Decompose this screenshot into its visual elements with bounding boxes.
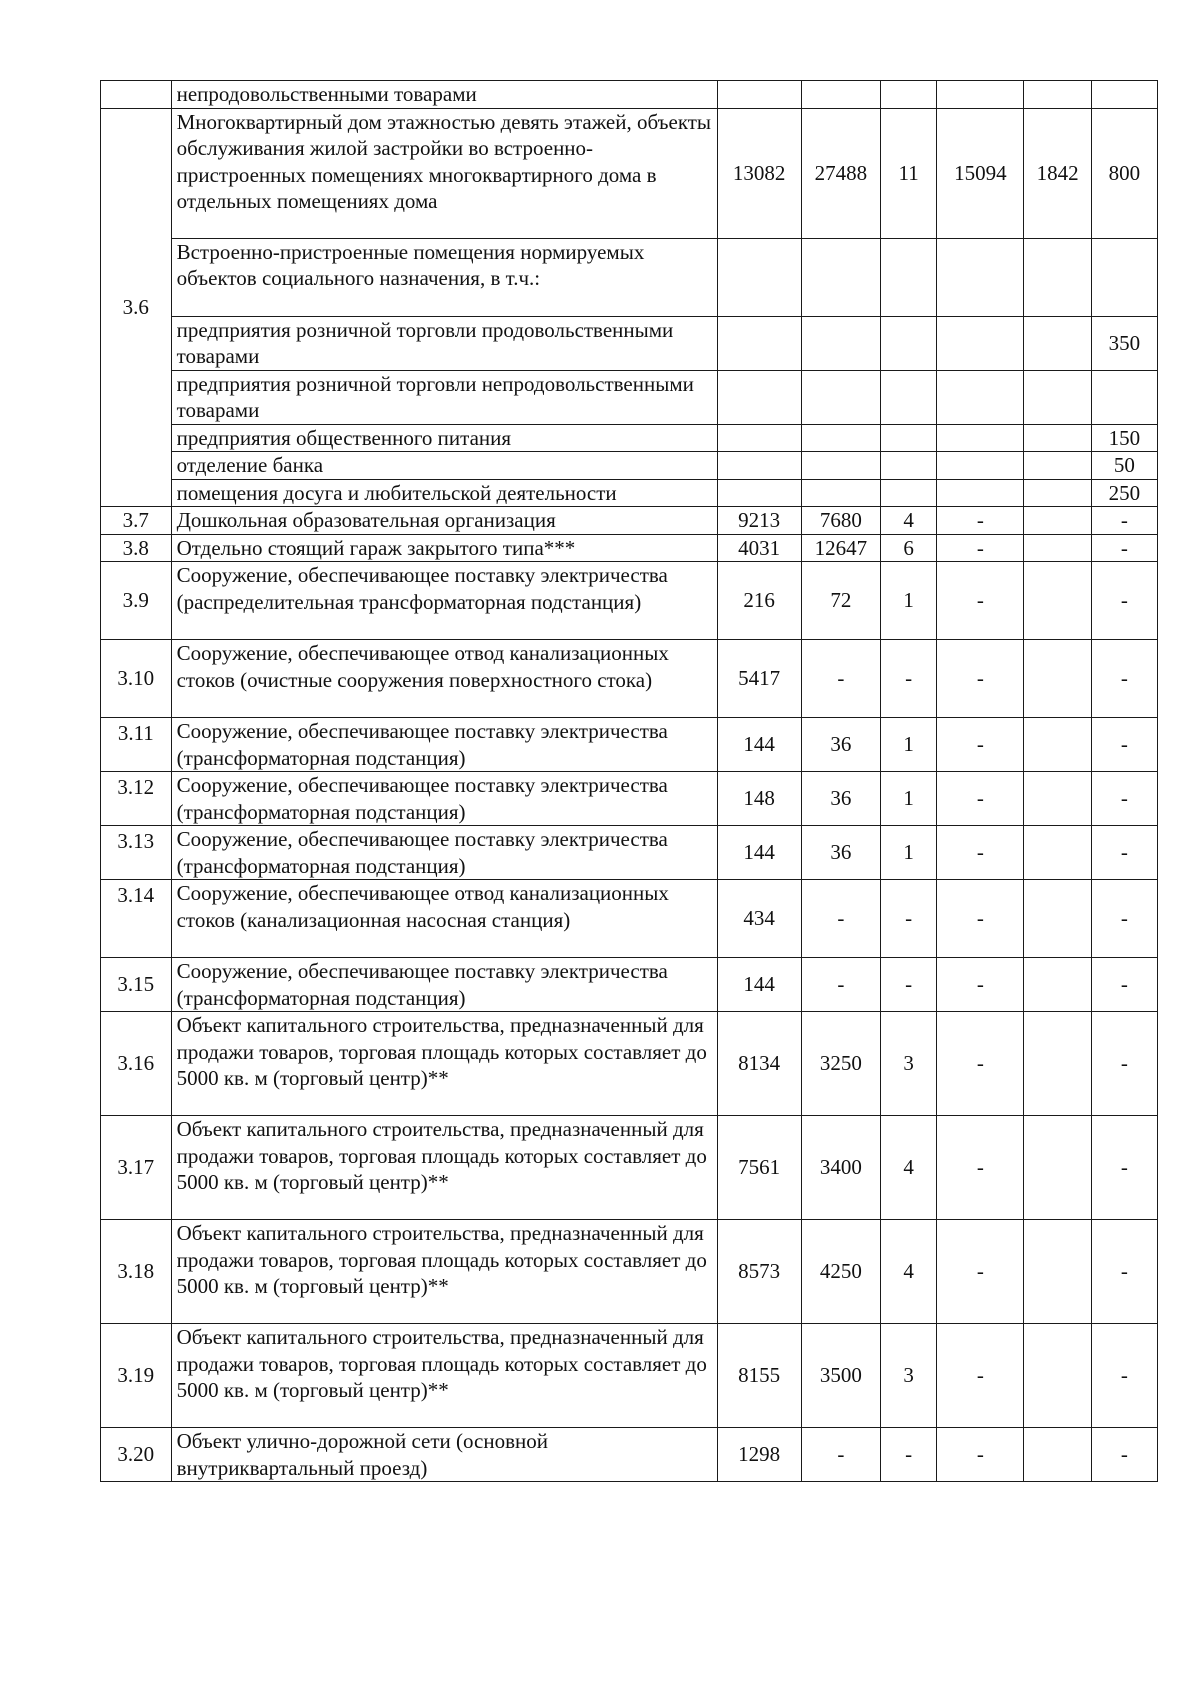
value-cell-6: - [1091, 826, 1157, 880]
value-cell-3: - [881, 640, 937, 718]
value-cell-1 [717, 238, 801, 316]
value-cell-2: 7680 [801, 507, 880, 535]
value-cell-5 [1024, 826, 1091, 880]
value-cell-5 [1024, 238, 1091, 316]
description-cell: Отдельно стоящий гараж закрытого типа*** [171, 534, 717, 562]
value-cell-4: - [937, 1116, 1024, 1220]
description-cell: Дошкольная образовательная организация [171, 507, 717, 535]
value-cell-3: 1 [881, 718, 937, 772]
value-cell-5: 1842 [1024, 108, 1091, 238]
value-cell-6: - [1091, 640, 1157, 718]
value-cell-2 [801, 452, 880, 480]
value-cell-3 [881, 370, 937, 424]
value-cell-6: - [1091, 1324, 1157, 1428]
table-row [101, 452, 1158, 480]
row-number-cell: 3.16 [101, 1012, 172, 1116]
description-cell: Многоквартирный дом этажностью девять этажей, объекты обслуживания жилой застройки во встроенно-пристроенных помещениях многоквартирного дома в отдельных помещениях дома [171, 108, 717, 238]
table-row [101, 81, 1158, 109]
row-number-cell: 3.6 [101, 108, 172, 507]
value-cell-2 [801, 316, 880, 370]
value-cell-1: 5417 [717, 640, 801, 718]
value-cell-4 [937, 424, 1024, 452]
table-row [101, 640, 1158, 718]
value-cell-3: 1 [881, 772, 937, 826]
row-number-cell: 3.12 [101, 772, 172, 826]
value-cell-2 [801, 238, 880, 316]
value-cell-4: 15094 [937, 108, 1024, 238]
table-row [101, 1220, 1158, 1324]
value-cell-2: 3250 [801, 1012, 880, 1116]
value-cell-4: - [937, 1012, 1024, 1116]
value-cell-2: 4250 [801, 1220, 880, 1324]
value-cell-6: 150 [1091, 424, 1157, 452]
row-number-cell: 3.14 [101, 880, 172, 958]
value-cell-2: 72 [801, 562, 880, 640]
value-cell-4 [937, 81, 1024, 109]
value-cell-4: - [937, 562, 1024, 640]
value-cell-6: 50 [1091, 452, 1157, 480]
value-cell-1: 7561 [717, 1116, 801, 1220]
value-cell-3: - [881, 1428, 937, 1482]
value-cell-6: - [1091, 718, 1157, 772]
value-cell-3: - [881, 880, 937, 958]
value-cell-5 [1024, 370, 1091, 424]
value-cell-6: - [1091, 772, 1157, 826]
table-row [101, 534, 1158, 562]
table-row [101, 507, 1158, 535]
value-cell-6: - [1091, 880, 1157, 958]
value-cell-3 [881, 424, 937, 452]
row-number-cell: 3.8 [101, 534, 172, 562]
value-cell-5 [1024, 1012, 1091, 1116]
value-cell-5 [1024, 1324, 1091, 1428]
table-row [101, 1116, 1158, 1220]
value-cell-5 [1024, 479, 1091, 507]
row-number-cell: 3.20 [101, 1428, 172, 1482]
value-cell-5 [1024, 1220, 1091, 1324]
value-cell-3 [881, 238, 937, 316]
description-cell: отделение банка [171, 452, 717, 480]
value-cell-6: 350 [1091, 316, 1157, 370]
value-cell-1 [717, 424, 801, 452]
value-cell-2: - [801, 958, 880, 1012]
table-row [101, 718, 1158, 772]
value-cell-3 [881, 316, 937, 370]
value-cell-4: - [937, 718, 1024, 772]
value-cell-1: 1298 [717, 1428, 801, 1482]
value-cell-4: - [937, 880, 1024, 958]
description-cell: Сооружение, обеспечивающее поставку электричества (трансформаторная подстанция) [171, 772, 717, 826]
value-cell-4: - [937, 826, 1024, 880]
value-cell-1: 216 [717, 562, 801, 640]
value-cell-2 [801, 370, 880, 424]
value-cell-3: 3 [881, 1012, 937, 1116]
value-cell-5 [1024, 640, 1091, 718]
value-cell-6: - [1091, 562, 1157, 640]
value-cell-1: 144 [717, 826, 801, 880]
value-cell-3 [881, 81, 937, 109]
row-number-cell: 3.13 [101, 826, 172, 880]
description-cell: Сооружение, обеспечивающее поставку электричества (распределительная трансформаторная подстанция) [171, 562, 717, 640]
value-cell-1: 4031 [717, 534, 801, 562]
value-cell-4: - [937, 507, 1024, 535]
table-row [101, 108, 1158, 238]
value-cell-4 [937, 238, 1024, 316]
value-cell-5 [1024, 772, 1091, 826]
table-body [101, 81, 1158, 1482]
table-row [101, 1324, 1158, 1428]
value-cell-1: 434 [717, 880, 801, 958]
description-cell: предприятия розничной торговли непродовольственными товарами [171, 370, 717, 424]
description-cell: Объект капитального строительства, предназначенный для продажи товаров, торговая площадь которых составляет до 5000 кв. м (торговый центр)** [171, 1012, 717, 1116]
row-number-cell: 3.19 [101, 1324, 172, 1428]
description-cell: Объект капитального строительства, предназначенный для продажи товаров, торговая площадь которых составляет до 5000 кв. м (торговый центр)** [171, 1324, 717, 1428]
value-cell-6 [1091, 370, 1157, 424]
data-table [100, 80, 1158, 1482]
row-number-cell: 3.7 [101, 507, 172, 535]
document-page [100, 80, 1158, 1482]
value-cell-2: 3500 [801, 1324, 880, 1428]
value-cell-3: 4 [881, 1116, 937, 1220]
value-cell-5 [1024, 958, 1091, 1012]
row-number-cell: 3.18 [101, 1220, 172, 1324]
value-cell-4 [937, 316, 1024, 370]
value-cell-1: 9213 [717, 507, 801, 535]
description-cell: непродовольственными товарами [171, 81, 717, 109]
value-cell-2: - [801, 640, 880, 718]
table-row [101, 1428, 1158, 1482]
row-number-cell: 3.15 [101, 958, 172, 1012]
row-number-cell: 3.10 [101, 640, 172, 718]
table-row [101, 424, 1158, 452]
value-cell-1: 8155 [717, 1324, 801, 1428]
value-cell-3 [881, 452, 937, 480]
value-cell-2 [801, 81, 880, 109]
value-cell-2: 36 [801, 718, 880, 772]
value-cell-5 [1024, 424, 1091, 452]
description-cell: предприятия розничной торговли продовольственными товарами [171, 316, 717, 370]
value-cell-1: 144 [717, 958, 801, 1012]
table-row [101, 238, 1158, 316]
value-cell-5 [1024, 507, 1091, 535]
value-cell-6: - [1091, 507, 1157, 535]
value-cell-1: 13082 [717, 108, 801, 238]
description-cell: предприятия общественного питания [171, 424, 717, 452]
value-cell-1 [717, 452, 801, 480]
value-cell-3: 6 [881, 534, 937, 562]
value-cell-4: - [937, 534, 1024, 562]
value-cell-2: 27488 [801, 108, 880, 238]
value-cell-3: 4 [881, 507, 937, 535]
value-cell-6 [1091, 81, 1157, 109]
value-cell-5 [1024, 1428, 1091, 1482]
table-row [101, 880, 1158, 958]
value-cell-2: 12647 [801, 534, 880, 562]
value-cell-2: - [801, 880, 880, 958]
value-cell-1 [717, 479, 801, 507]
value-cell-6: 800 [1091, 108, 1157, 238]
value-cell-6: - [1091, 534, 1157, 562]
table-row [101, 562, 1158, 640]
value-cell-2 [801, 424, 880, 452]
value-cell-5 [1024, 81, 1091, 109]
value-cell-2: - [801, 1428, 880, 1482]
value-cell-6 [1091, 238, 1157, 316]
value-cell-4: - [937, 772, 1024, 826]
value-cell-2: 36 [801, 772, 880, 826]
table-row [101, 826, 1158, 880]
description-cell: Сооружение, обеспечивающее отвод канализационных стоков (канализационная насосная станция) [171, 880, 717, 958]
value-cell-5 [1024, 562, 1091, 640]
value-cell-4 [937, 479, 1024, 507]
row-number-cell: 3.17 [101, 1116, 172, 1220]
value-cell-6: - [1091, 1428, 1157, 1482]
value-cell-6: - [1091, 958, 1157, 1012]
value-cell-3: - [881, 958, 937, 1012]
value-cell-1: 148 [717, 772, 801, 826]
table-row [101, 1012, 1158, 1116]
value-cell-4: - [937, 1220, 1024, 1324]
value-cell-6: 250 [1091, 479, 1157, 507]
table-row [101, 479, 1158, 507]
table-row [101, 370, 1158, 424]
value-cell-3: 11 [881, 108, 937, 238]
value-cell-2 [801, 479, 880, 507]
value-cell-5 [1024, 534, 1091, 562]
description-cell: Объект улично-дорожной сети (основной внутриквартальный проезд) [171, 1428, 717, 1482]
description-cell: Объект капитального строительства, предназначенный для продажи товаров, торговая площадь которых составляет до 5000 кв. м (торговый центр)** [171, 1116, 717, 1220]
value-cell-1: 144 [717, 718, 801, 772]
value-cell-1: 8573 [717, 1220, 801, 1324]
table-row [101, 316, 1158, 370]
value-cell-1 [717, 81, 801, 109]
value-cell-1 [717, 370, 801, 424]
row-number-cell [101, 81, 172, 109]
value-cell-6: - [1091, 1012, 1157, 1116]
row-number-cell: 3.9 [101, 562, 172, 640]
value-cell-6: - [1091, 1116, 1157, 1220]
value-cell-5 [1024, 718, 1091, 772]
value-cell-3 [881, 479, 937, 507]
value-cell-5 [1024, 880, 1091, 958]
value-cell-1: 8134 [717, 1012, 801, 1116]
table-row [101, 772, 1158, 826]
description-cell: Встроенно-пристроенные помещения нормируемых объектов социального назначения, в т.ч.: [171, 238, 717, 316]
value-cell-4 [937, 452, 1024, 480]
value-cell-2: 3400 [801, 1116, 880, 1220]
table-row [101, 958, 1158, 1012]
value-cell-4: - [937, 958, 1024, 1012]
value-cell-3: 3 [881, 1324, 937, 1428]
description-cell: Сооружение, обеспечивающее отвод канализационных стоков (очистные сооружения поверхностного стока) [171, 640, 717, 718]
value-cell-3: 4 [881, 1220, 937, 1324]
row-number-cell: 3.11 [101, 718, 172, 772]
value-cell-5 [1024, 316, 1091, 370]
value-cell-5 [1024, 452, 1091, 480]
description-cell: Сооружение, обеспечивающее поставку электричества (трансформаторная подстанция) [171, 826, 717, 880]
description-cell: помещения досуга и любительской деятельности [171, 479, 717, 507]
value-cell-3: 1 [881, 826, 937, 880]
description-cell: Сооружение, обеспечивающее поставку электричества (трансформаторная подстанция) [171, 718, 717, 772]
value-cell-4: - [937, 640, 1024, 718]
value-cell-4 [937, 370, 1024, 424]
value-cell-3: 1 [881, 562, 937, 640]
value-cell-4: - [937, 1324, 1024, 1428]
description-cell: Объект капитального строительства, предназначенный для продажи товаров, торговая площадь которых составляет до 5000 кв. м (торговый центр)** [171, 1220, 717, 1324]
description-cell: Сооружение, обеспечивающее поставку электричества (трансформаторная подстанция) [171, 958, 717, 1012]
value-cell-2: 36 [801, 826, 880, 880]
value-cell-4: - [937, 1428, 1024, 1482]
value-cell-5 [1024, 1116, 1091, 1220]
value-cell-1 [717, 316, 801, 370]
value-cell-6: - [1091, 1220, 1157, 1324]
